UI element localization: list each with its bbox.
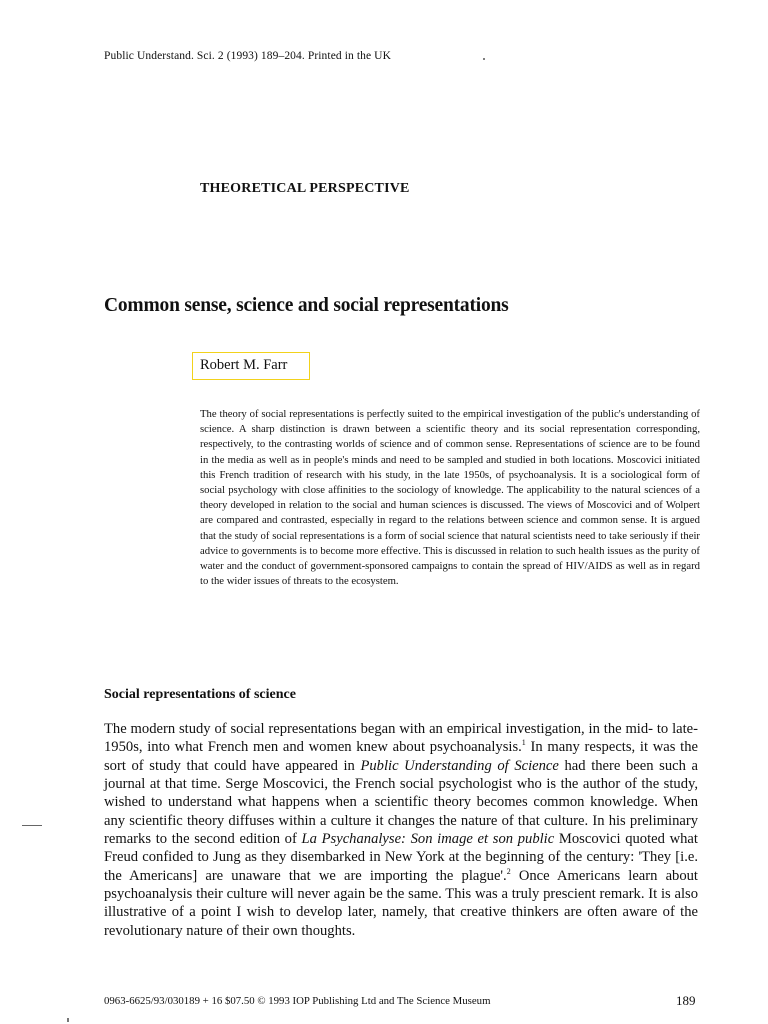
book-title-italic: La Psychanalyse: Son image et son public — [301, 831, 555, 848]
scan-speck — [483, 58, 485, 60]
margin-mark — [22, 825, 42, 826]
article-title: Common sense, science and social representations — [104, 295, 509, 316]
scan-speck — [67, 1018, 69, 1022]
footnote-ref-1[interactable]: 1 — [521, 738, 526, 748]
section-label: THEORETICAL PERSPECTIVE — [200, 181, 410, 196]
footnote-ref-2[interactable]: 2 — [506, 866, 511, 876]
journal-name-italic: Public Understanding of Science — [360, 757, 559, 774]
body-text-run: In many respects, it was the sort of study that could have appeared in — [104, 739, 698, 774]
abstract: The theory of social representations is perfectly suited to the empirical investigation of the public's understanding of science. A sharp distinction is drawn between a scientific theory and its social representation corresponding, respectively, to the contrasting worlds of science and of common sense. Representations of science are to be found in the media as well as in people's minds and need to be sampled and studied in both locations. Moscovici initiated this French tradition of research with his study, in the late 1950s, of psychoanalysis. It is a sociological form of social psychology with close affinities to the sociology of knowledge. The applicability to the natural sciences of a theory developed in relation to the social and human sciences is discussed. The views of Moscovici and of Wolpert are compared and contrasted, especially in regard to the relations between science and common sense. It is argued that the study of social representations is a form of social science that natural scientists need to take seriously if their advice to governments is to become more effective. This is discussed in relation to such health issues as the purity of water and the conduct of government-sponsored campaigns to contain the spread of HIV/AIDS as well as in regard to the wider issues of threats to the ecosystem. — [200, 408, 700, 588]
body-text-run: Moscovici quoted what Freud confided to Jung as they disembarked in New York at the beginning of the century: 'They [i.e. the Americans] are unaware that we are importing the plague'. — [104, 831, 698, 884]
body-text-run: had there been such a journal at that time. Serge Moscovici, the French social psychologist who is the author of the study, wished to understand what happens when a scientific theory becomes common knowledge. When any scientific theory diffuses within a culture it changes the nature of that culture. In his preliminary remarks to the second edition of — [104, 757, 698, 848]
author-name: Robert M. Farr — [200, 357, 288, 373]
journal-citation: Public Understand. Sci. 2 (1993) 189–204. Printed in the UK — [104, 50, 391, 62]
body-text-run: Once Americans learn about psychoanalysis their culture will never again be the same. This was a truly prescient remark. It is also illustrative of a point I wish to develop later, namely, that creative thinkers are often aware of the revolutionary nature of their own thoughts. — [104, 867, 698, 939]
section-heading: Social representations of science — [104, 687, 296, 702]
body-text-run: The modern study of social representations began with an empirical investigation, in the mid- to late-1950s, into what French men and women knew about psychoanalysis. — [104, 721, 698, 756]
footer-copyright: 0963-6625/93/030189 + 16 $07.50 © 1993 IOP Publishing Ltd and The Science Museum — [104, 995, 491, 1007]
body-paragraph — [104, 720, 698, 940]
page-number: 189 — [676, 993, 696, 1008]
